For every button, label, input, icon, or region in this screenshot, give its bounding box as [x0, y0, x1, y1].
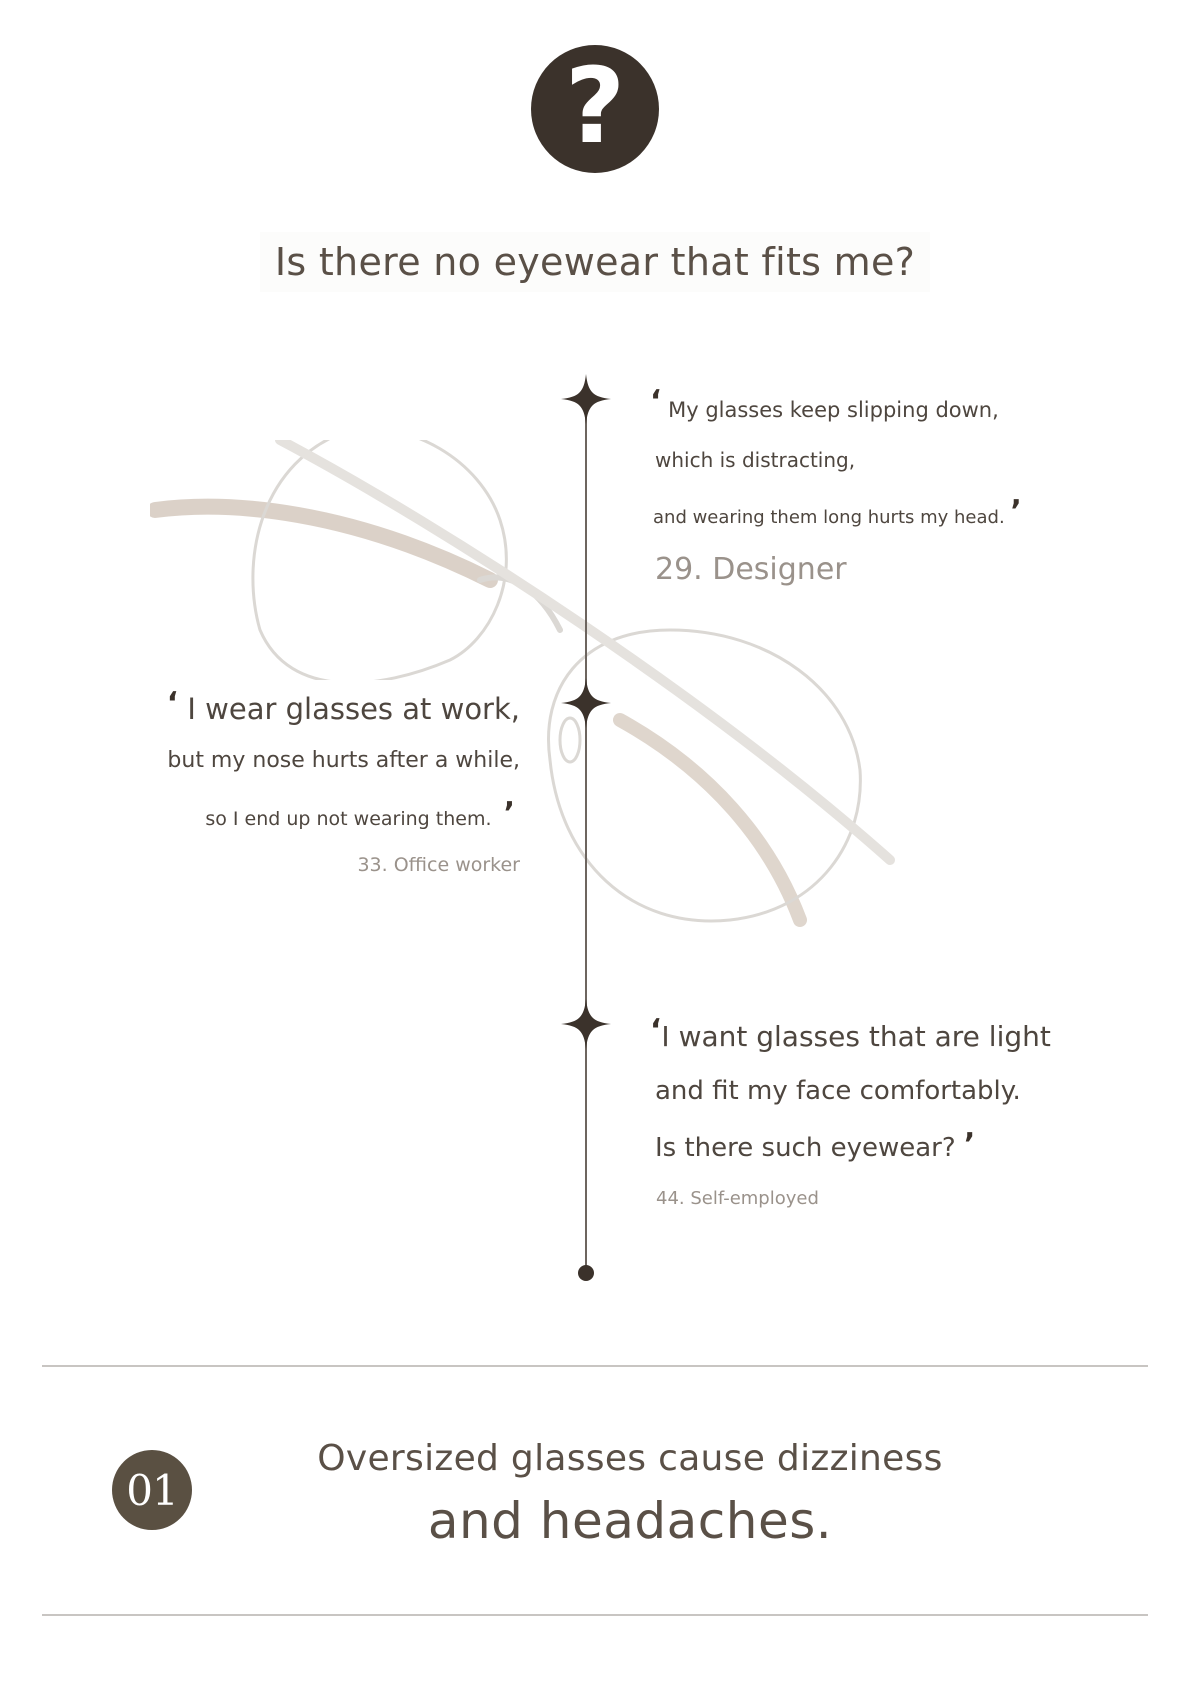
testimonial-line: ‘ I wear glasses at work,: [150, 680, 520, 733]
timeline-end-dot: [578, 1265, 594, 1281]
open-quote-mark: ‘: [166, 686, 179, 721]
testimonial-line: ‘ My glasses keep slipping down,: [650, 384, 999, 422]
testimonial-designer: [650, 380, 1022, 587]
testimonial-office-worker: [150, 680, 520, 876]
timeline-line: [585, 400, 587, 1275]
sparkle-icon: [561, 999, 611, 1049]
open-quote-mark: ‘: [650, 1013, 662, 1048]
testimonial-line: Is there such eyewear? ’: [655, 1127, 976, 1163]
close-quote-mark: ’: [503, 796, 515, 831]
testimonial-line: so I end up not wearing them. ’: [205, 796, 515, 831]
testimonial-line: but my nose hurts after a while,: [167, 748, 520, 773]
reason-title-line-1: Oversized glasses cause dizziness: [317, 1438, 943, 1479]
testimonial-line: which is distracting,: [655, 448, 856, 472]
reason-number-badge: [112, 1450, 192, 1530]
testimonial-author: 29. Designer: [655, 552, 847, 587]
testimonial-line: and wearing them long hurts my head. ’: [653, 494, 1022, 529]
reason-title: [300, 1430, 960, 1554]
sparkle-icon: [561, 374, 611, 424]
section-divider: [42, 1614, 1148, 1616]
close-quote-mark: ’: [963, 1127, 976, 1162]
temple-arm-right: [620, 720, 800, 920]
testimonial-author: 33. Office worker: [357, 854, 520, 876]
testimonial-line: and fit my face comfortably.: [655, 1076, 1021, 1106]
page-title: Is there no eyewear that fits me?: [260, 232, 930, 292]
question-mark-glyph: ?: [564, 45, 626, 167]
close-quote-mark: ’: [1010, 494, 1022, 529]
open-quote-mark: ‘: [650, 384, 662, 419]
reason-title-line-2: and headaches.: [427, 1492, 833, 1550]
testimonial-line: ‘I want glasses that are light: [650, 1013, 1051, 1053]
section-divider: [42, 1365, 1148, 1367]
testimonial-self-employed: [650, 1005, 1051, 1209]
testimonial-author: 44. Self-employed: [656, 1188, 819, 1209]
sparkle-icon: [561, 678, 611, 728]
question-mark-icon: [531, 45, 659, 173]
temple-arm-left: [155, 507, 490, 580]
reason-number: 01: [126, 1465, 178, 1515]
